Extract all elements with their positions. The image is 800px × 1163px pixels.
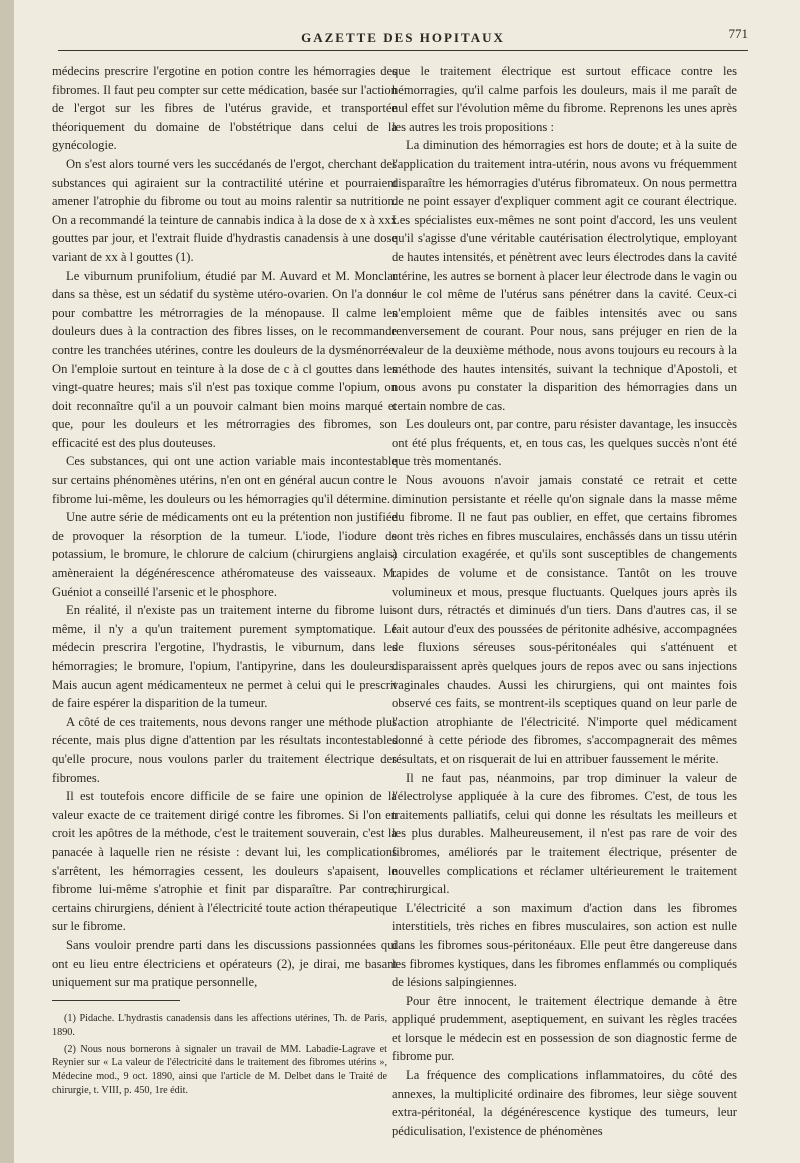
page-header [58, 26, 748, 52]
paragraph: Une autre série de médicaments ont eu la prétention non justifiée de provoquer la résorption de la tumeur. L'iode, l'iodure de potassium, le bromure, le chlorure de calcium (chirurgiens anglais) amèneraient la dégénérescence athéromateuse des vaisseaux. M. Guéniot a conseillé l'arsenic et le phosphore. [52, 510, 397, 599]
paragraph: Il est toutefois encore difficile de se faire une opinion de la valeur exacte de ce traitement dirigé contre les fibromes. Si l'on en croit les apôtres de la méthode, c'est le traitement souverain, c'est la panacée à laquelle rien ne résiste : devant lui, les complications s'arrêtent, les hémorragies cessent, les douleurs s'apaisent, le fibrome lui-même s'atrophie et finit par disparaître. Par contre, certains chirurgiens, dénient à l'électricité toute action thérapeutique sur le fibrome. [52, 789, 397, 934]
paragraph: A côté de ces traitements, nous devons ranger une méthode plus récente, mais plus digne d'attention par les résultats incontestables qu'elle procure, nous voulons parler du traitement électrique des fibromes. [52, 714, 397, 785]
page-number: 771 [728, 26, 748, 41]
binding-edge [0, 0, 14, 1163]
running-title: GAZETTE DES HOPITAUX [301, 30, 505, 45]
paragraph: Pour être innocent, le traitement électrique demande à être appliqué prudemment, aseptiquement, en suivant les règles tracées et lorsque le médecin est en possession de son diagnostic ferme de fibrome pur. [392, 993, 737, 1064]
header-rule [58, 50, 748, 51]
footnote: (2) Nous nous bornerons à signaler un travail de MM. Labadie-Lagrave et Reynier sur « La valeur de l'électricité dans le traitement des fibromes utérins », Médecine mod., 9 oct. 1890, ainsi que l'article de M. Delbet dans le Traité de chirurgie, t. VIII, p. 450, 1re édit. [52, 1043, 387, 1096]
paragraph: médecins prescrire l'ergotine en potion contre les hémorragies des fibromes. Il faut peu compter sur cette médication, basée sur l'action de l'ergot sur les fibres de l'utérus gravide, et transportée théoriquement du domaine de l'obstétrique dans celui de la gynécologie. [52, 64, 397, 153]
paragraph: que le traitement électrique est surtout efficace contre les hémorragies, qu'il calme parfois les douleurs, mais il me paraît de nul effet sur l'évolution même du fibrome. Reprenons les unes après les autres les trois propositions : [392, 64, 737, 134]
paragraph: En réalité, il n'existe pas un traitement interne du fibrome lui-même, il n'y a qu'un traitement purement symptomatique. Le médecin prescrira l'ergotine, l'hydrastis, le viburnum, dans les hémorragies; le bromure, l'opium, l'antipyrine, dans les douleurs. Mais aucun agent médicamenteux ne permet à celui qui le prescrit de faire espérer la disparition de la tumeur. [52, 603, 397, 711]
paragraph: On s'est alors tourné vers les succédanés de l'ergot, cherchant des substances qui agiraient sur la contractilité utérine et pourraient amener l'atrophie du fibrome ou tout au moins ralentir sa nutrition. On a recommandé la teinture de cannabis indica à la dose de x à xxx gouttes par jour, et l'extrait fluide d'hydrastis canadensis à une dose variant de xx à l gouttes (1). [52, 156, 397, 264]
right-column [392, 62, 737, 1140]
paragraph: Ces substances, qui ont une action variable mais incontestable sur certains phénomènes utérins, n'en ont en général aucun contre le fibrome lui-même, les douleurs ou les hémorragies qu'il détermine. [52, 454, 397, 506]
paragraph: La diminution des hémorragies est hors de doute; et à la suite de l'application du traitement intra-utérin, nous avons vu fréquemment disparaître les hémorragies d'utérus fibromateux. On nous permettra de ne point essayer d'expliquer comment agit ce courant électrique. Les spécialistes eux-mêmes ne sont point d'accord, les uns veulent qu'il s'agisse d'une véritable cautérisation électrolytique, employant de hautes intensités, et pénètrent avec leurs électrodes dans la cavité utérine, les autres se bornent à placer leur électrode dans le vagin ou sur le col même de l'utérus sans pénétrer dans la cavité. Ceux-ci n'emploient même que de faibles intensités avec ou sans renversement de courant. Pour nous, sans préjuger en rien de la valeur de la deuxième méthode, nous avons toujours eu recours à la méthode des hautes intensités, suivant la technique d'Apostoli, et nous avons pu constater la disparition des hémorragies dans un certain nombre de cas. [392, 138, 737, 413]
left-column [52, 62, 397, 992]
footnotes [52, 1012, 387, 1101]
paragraph: Les douleurs ont, par contre, paru résister davantage, les insuccès ont été plus fréquents, et, en tous cas, les quelques succès n'ont été que très momentanés. [392, 417, 737, 469]
paragraph: La fréquence des complications inflammatoires, du côté des annexes, la multiplicité ordinaire des fibromes, leur siège souvent extra-péritonéal, la dégénérescence kystique des tumeurs, leur pédiculisation, l'existence de phénomènes [392, 1068, 737, 1138]
paragraph: Le viburnum prunifolium, étudié par M. Auvard et M. Monclar dans sa thèse, est un sédatif du système utéro-ovarien. On l'a donné pour combattre les métrorragies de la ménopause. Il calme les douleurs dues à la contraction des fibres lisses, on le recommande contre les tranchées utérines, contre les douleurs de la dysménorrée. On l'emploie surtout en teinture à la dose de c à cl gouttes dans les vingt-quatre heures; mais s'il n'est pas toxique comme l'opium, on doit reconnaître qu'il a un pouvoir calmant bien moins marqué et que, pour les douleurs et les métrorragies des fibromes, son efficacité est des plus douteuses. [52, 268, 397, 450]
paragraph: Nous avouons n'avoir jamais constaté ce retrait et cette diminution persistante et réelle qu'on signale dans la masse même du fibrome. Il ne faut pas oublier, en effet, que certains fibromes sont très riches en fibres musculaires, enchâssés dans un tissu utérin à circulation exagérée, et qu'ils sont susceptibles de changements rapides de volume et de consistance. Tantôt on les trouve volumineux et mous, presque fluctuants. Quelques jours après ils sont durs, rétractés et diminués d'un tiers. Dans d'autres cas, il se fait autour d'eux des poussées de péritonite adhésive, accompagnées de fluxions séreuses sous-péritonéales qui s'atténuent et disparaissent après quelques jours de repos avec ou sans injections vaginales chaudes. Aussi les chirurgiens, qui ont maintes fois observé ces faits, se montrent-ils sceptiques quand on leur parle de l'action atrophiante de l'électricité. N'importe quel médicament donné à cette période des fibromes, s'accompagnerait des mêmes résultats, et on risquerait de lui en attribuer faussement le mérite. [392, 473, 737, 766]
paragraph: Sans vouloir prendre parti dans les discussions passionnées qui ont eu lieu entre électriciens et opérateurs (2), je dirai, me basant uniquement sur ma pratique personnelle, [52, 937, 397, 990]
footnote: (1) Pidache. L'hydrastis canadensis dans les affections utérines, Th. de Paris, 1890. [52, 1013, 387, 1038]
paragraph: L'électricité a son maximum d'action dans les fibromes interstitiels, très riches en fibres musculaires, son action est nulle dans les fibromes sous-péritonéaux. Elle peut être dangereuse dans les fibromes kystiques, dans les fibromes enflammés ou compliqués de lésions salpingiennes. [392, 900, 737, 990]
footnote-rule [52, 1000, 180, 1001]
paragraph: Il ne faut pas, néanmoins, par trop diminuer la valeur de l'électrolyse appliquée à la cure des fibromes. C'est, de tous les traitements palliatifs, celui qui donne les résultats les meilleurs et les plus durables. Malheureusement, il n'est pas rare de voir des fibromes, améliorés par le traitement électrique, présenter de nouvelles complications et réclamer ultérieurement le traitement chirurgical. [392, 770, 737, 897]
